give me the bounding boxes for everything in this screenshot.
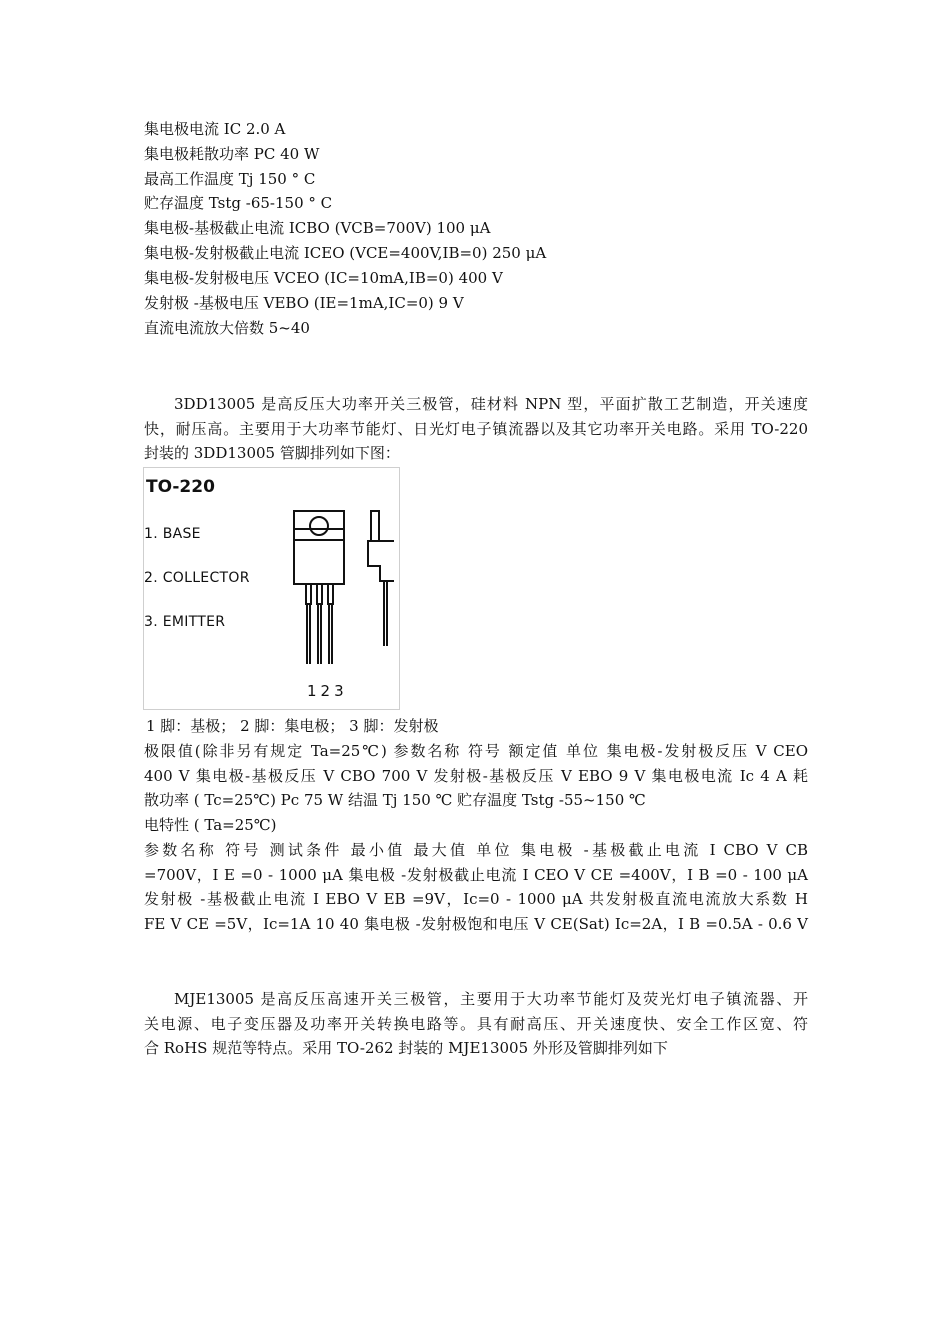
- pin-label-collector: 2. COLLECTOR: [144, 570, 250, 586]
- electrical-heading: 电特性 ( Ta=25℃): [144, 816, 277, 834]
- paragraph-line: 快，耐压高。主要用于大功率节能灯、日光灯电子镇流器以及其它功率开关电路。采用 TO-220: [144, 419, 808, 438]
- electrical-characteristics: [144, 838, 808, 936]
- pin-label-emitter: 3. EMITTER: [144, 614, 226, 630]
- figure-title: TO-220: [146, 477, 215, 497]
- paragraph-line: 关电源、电子变压器及功率开关转换电路等。具有耐高压、开关速度快、安全工作区宽、符: [144, 1014, 808, 1033]
- spec-line: 集电极电流 IC 2.0 A: [144, 120, 286, 138]
- pin-label-base: 1. BASE: [144, 526, 201, 542]
- paragraph-line: 极限值(除非另有规定 Ta=25℃) 参数名称 符号 额定值 单位 集电极-发射极反压 V CEO: [144, 742, 808, 760]
- spec-line: 集电极-基极截止电流 ICBO (VCB=700V) 100 μA: [144, 219, 491, 237]
- spec-line: 最高工作温度 Tj 150 ° C: [144, 170, 316, 188]
- to220-package-drawing: [284, 506, 394, 676]
- paragraph-line: 发射极 -基极截止电流 I EBO V EB =9V，Ic=0 - 1000 μA 共发射极直流电流放大系数 H: [144, 890, 808, 908]
- paragraph-line: 封装的 3DD13005 管脚排列如下图：: [144, 444, 400, 462]
- limit-values: [144, 739, 808, 813]
- spec-line: 贮存温度 Tstg -65-150 ° C: [144, 194, 333, 212]
- spec-line: 集电极-发射极电压 VCEO (IC=10mA,IB=0) 400 V: [144, 269, 503, 287]
- paragraph-line: =700V，I E =0 - 1000 μA 集电极 -发射极截止电流 I CEO V CE =400V，I B =0 - 100 μA: [144, 865, 808, 884]
- spec-line: 直流电流放大倍数 5~40: [144, 319, 310, 337]
- pin-caption: 1 脚：基极； 2 脚：集电极； 3 脚：发射极: [146, 717, 439, 735]
- paragraph-line: 3DD13005 是高反压大功率开关三极管，硅材料 NPN 型，平面扩散工艺制造，开关速度: [174, 395, 808, 413]
- spec-line: 集电极耗散功率 PC 40 W: [144, 145, 320, 163]
- intro-3dd13005: [144, 392, 808, 466]
- paragraph-line: MJE13005 是高反压高速开关三极管，主要用于大功率节能灯及荧光灯电子镇流器、开: [174, 990, 808, 1008]
- spec-line: 发射极 -基极电压 VEBO (IE=1mA,IC=0) 9 V: [144, 294, 464, 312]
- pin-numbers: 123: [307, 682, 348, 700]
- to220-pinout-figure: [143, 467, 400, 710]
- intro-mje13005: [144, 987, 808, 1061]
- paragraph-line: 400 V 集电极-基极反压 V CBO 700 V 发射极-基极反压 V EBO 9 V 集电极电流 Ic 4 A 耗: [144, 766, 808, 785]
- paragraph-line: 散功率 ( Tc=25℃) Pc 75 W 结温 Tj 150 ℃ 贮存温度 Tstg -55~150 ℃: [144, 791, 646, 809]
- paragraph-line: FE V CE =5V，Ic=1A 10 40 集电极 -发射极饱和电压 V CE(Sat) Ic=2A，I B =0.5A - 0.6 V: [144, 914, 808, 933]
- spec-line: 集电极-发射极截止电流 ICEO (VCE=400V,IB=0) 250 μA: [144, 244, 547, 262]
- paragraph-line: 参数名称 符号 测试条件 最小值 最大值 单位 集电极 -基极截止电流 I CBO V CB: [144, 841, 808, 859]
- paragraph-line: 合 RoHS 规范等特点。采用 TO-262 封装的 MJE13005 外形及管脚排列如下: [144, 1039, 668, 1057]
